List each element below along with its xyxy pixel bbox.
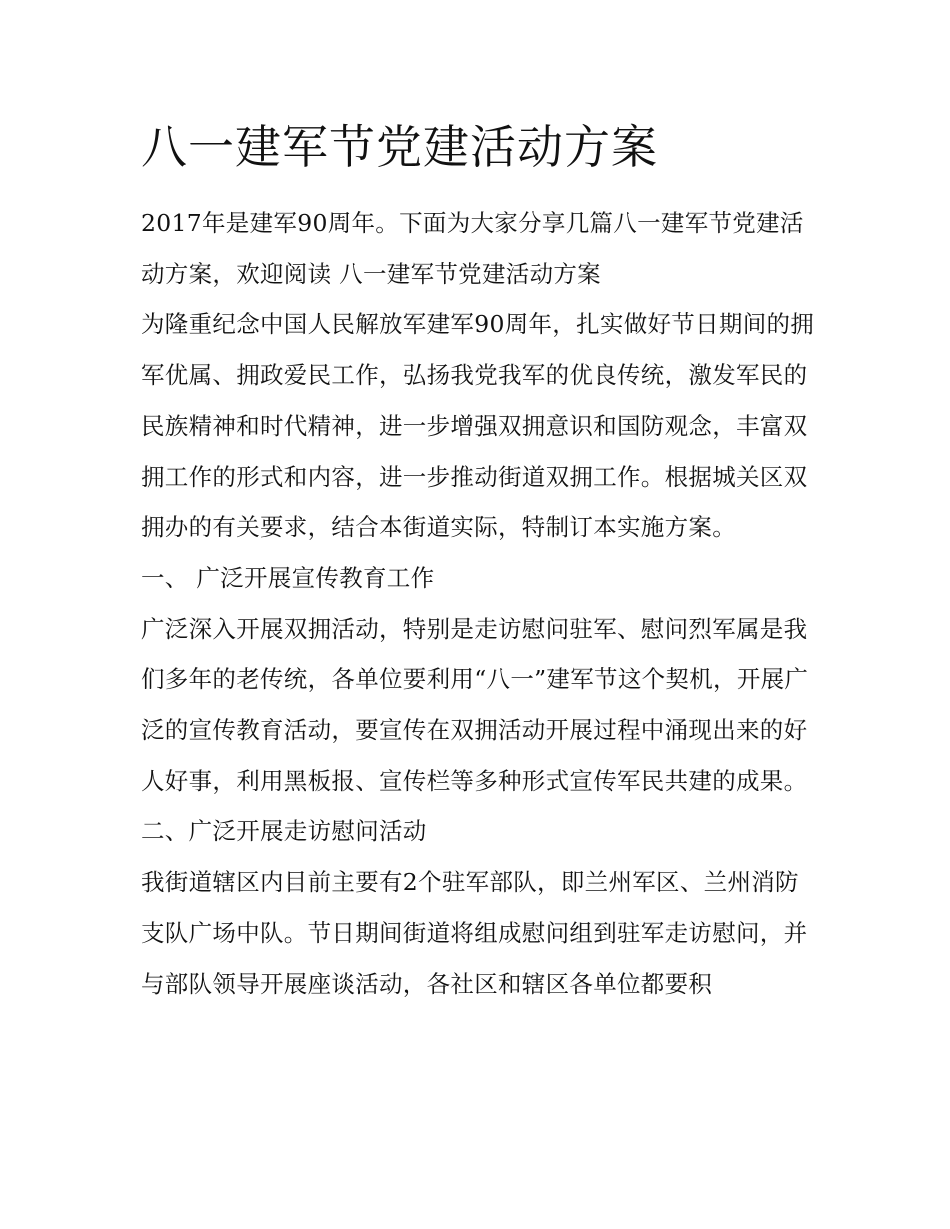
document-title: 八一建军节党建活动方案 <box>141 120 658 174</box>
body-paragraph-1: 为隆重纪念中国人民解放军建军90周年，扎实做好节日期间的拥军优属、拥政爱民工作，弘扬我党我军的优良传统，激发军民的民族精神和时代精神，进一步增强双拥意识和国防观念，丰富双拥工作的形式和内容，进一步推动街道双拥工作。根据城关区双拥办的有关要求，结合本街道实际，特制订本实施方案。 <box>141 310 815 542</box>
section-heading-1: 一、 广泛开展宣传教育工作 <box>141 563 435 592</box>
section-body-1: 广泛深入开展双拥活动，特别是走访慰问驻军、慰问烈军属是我们多年的老传统，各单位要利用“八一”建军节这个契机，开展广泛的宣传教育活动，要宣传在双拥活动开展过程中涌现出来的好人好事，利用黑板报、宣传栏等多种形式宣传军民共建的成果。 <box>141 614 809 795</box>
document-body <box>141 110 821 1009</box>
section-body-2: 我街道辖区内目前主要有2个驻军部队，即兰州军区、兰州消防支队广场中队。节日期间街道将组成慰问组到驻军走访慰问，并与部队领导开展座谈活动，各社区和辖区各单位都要积 <box>141 868 808 998</box>
intro-paragraph: 2017年是建军90周年。下面为大家分享几篇八一建军节党建活动方案，欢迎阅读 八一建军节党建活动方案 <box>141 209 804 288</box>
section-heading-2: 二、广泛开展走访慰问活动 <box>141 817 427 846</box>
